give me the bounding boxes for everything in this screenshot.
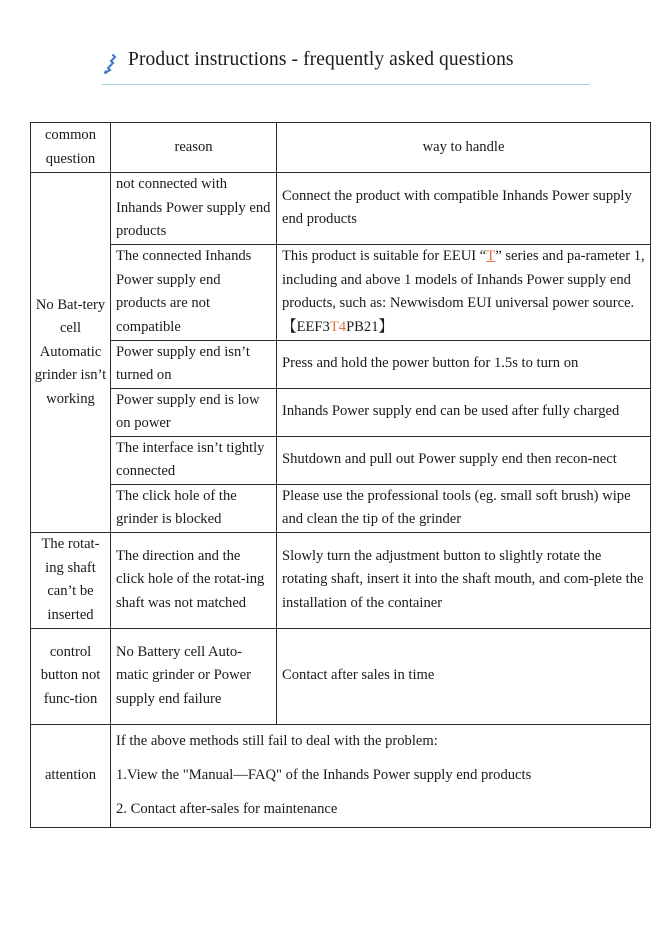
header-question: common question xyxy=(31,123,111,173)
reason-cell: No Battery cell Auto-matic grinder or Power supply end failure xyxy=(111,628,277,724)
table-row xyxy=(31,532,651,628)
handle-cell xyxy=(277,244,651,340)
table-row xyxy=(31,436,651,484)
table-row xyxy=(31,340,651,388)
handle-cell: Please use the professional tools (eg. small soft brush) wipe and clean the tip of the grinder xyxy=(277,484,651,532)
header-handle: way to handle xyxy=(277,123,651,173)
reason-cell: not connected with Inhands Power supply end products xyxy=(111,173,277,245)
sparkle-icon xyxy=(102,53,118,75)
question-cell: No Bat-tery cell Automatic grinder isn’t working xyxy=(31,173,111,533)
handle-cell: Shutdown and pull out Power supply end then recon-nect xyxy=(277,436,651,484)
table-row xyxy=(31,244,651,340)
header-row xyxy=(31,123,651,173)
attention-line: If the above methods still fail to deal with the problem: xyxy=(116,732,438,749)
question-cell: The rotat-ing shaft can’t be inserted xyxy=(31,532,111,628)
handle-cell: Contact after sales in time xyxy=(277,628,651,724)
reason-cell: Power supply end isn’t turned on xyxy=(111,340,277,388)
attention-label: attention xyxy=(31,724,111,827)
reason-cell: The interface isn’t tightly connected xyxy=(111,436,277,484)
reason-cell: Power supply end is low on power xyxy=(111,388,277,436)
reason-cell: The click hole of the grinder is blocked xyxy=(111,484,277,532)
table-row xyxy=(31,388,651,436)
handle-cell: Slowly turn the adjustment button to slightly rotate the rotating shaft, insert it into the shaft mouth, and com-plete the installation of the container xyxy=(277,532,651,628)
series-highlight: T xyxy=(486,248,496,264)
table-row xyxy=(31,628,651,724)
attention-content xyxy=(111,724,651,827)
handle-text: ” series and pa-rameter 1, including and above 1 models of Inhands Power supply end products, such as: Newwisdom EUI universal power source. 【EEF3 xyxy=(282,248,645,335)
model-highlight: T4 xyxy=(329,318,347,335)
handle-cell: Press and hold the power button for 1.5s to turn on xyxy=(277,340,651,388)
handle-text: This product is suitable for EEUI “ xyxy=(282,248,487,264)
question-cell: control button not func-tion xyxy=(31,628,111,724)
table-row xyxy=(31,484,651,532)
handle-text: PB21】 xyxy=(346,318,394,335)
handle-cell: Connect the product with compatible Inhands Power supply end products xyxy=(277,173,651,245)
attention-row xyxy=(31,724,651,827)
header-reason: reason xyxy=(111,123,277,173)
attention-line: 2. Contact after-sales for maintenance xyxy=(116,800,338,817)
page-header xyxy=(102,48,590,85)
table-row xyxy=(31,173,651,245)
reason-cell: The direction and the click hole of the rotat-ing shaft was not matched xyxy=(111,532,277,628)
attention-line: 1.View the "Manual—FAQ" of the Inhands Power supply end products xyxy=(116,766,532,783)
reason-cell: The connected Inhands Power supply end products are not compatible xyxy=(111,244,277,340)
handle-cell: Inhands Power supply end can be used after fully charged xyxy=(277,388,651,436)
page-title: Product instructions - frequently asked questions xyxy=(128,49,514,70)
faq-table xyxy=(30,122,651,828)
